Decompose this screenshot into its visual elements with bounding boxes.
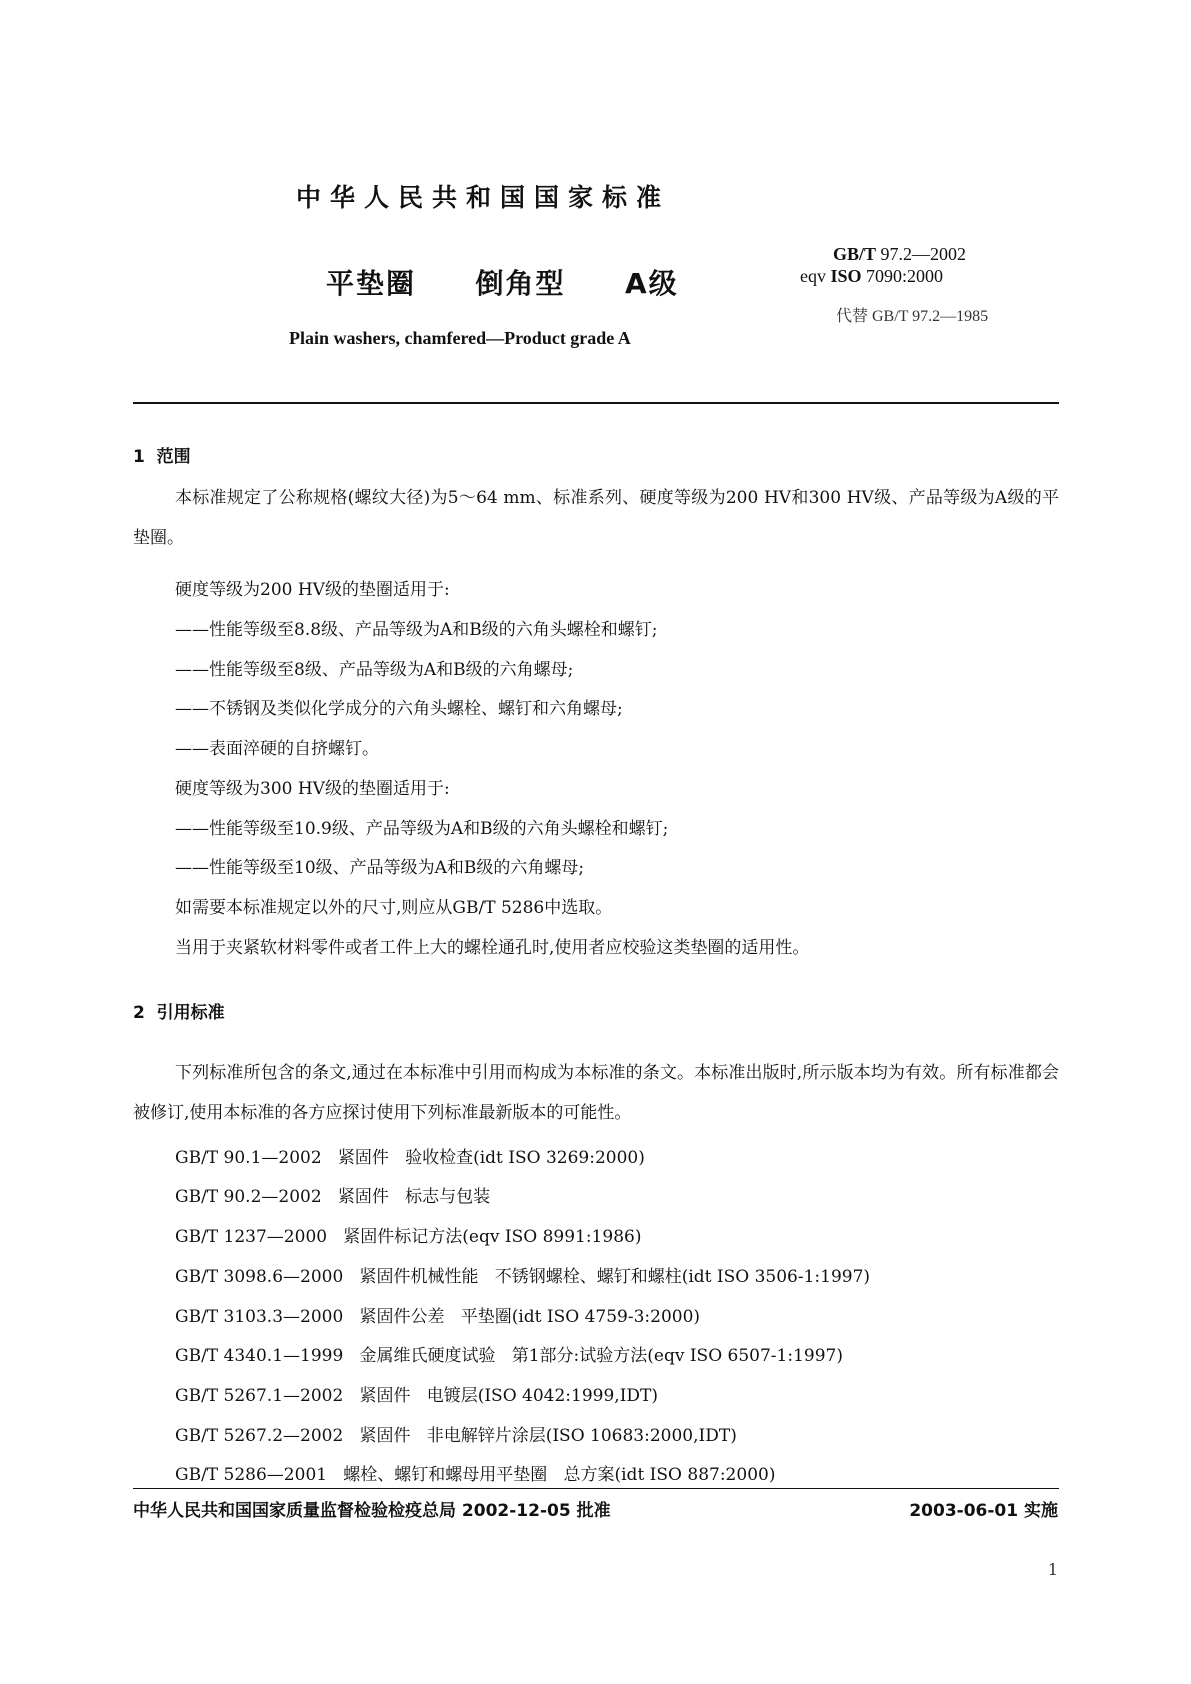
reference-item: GB/T 90.1—2002 紧固件 验收检查(idt ISO 3269:2000) — [175, 1148, 645, 1168]
section-2-heading: 2 引用标准 — [133, 1003, 225, 1023]
reference-item: GB/T 4340.1—1999 金属维氏硬度试验 第1部分:试验方法(eqv ISO 6507-1:1997) — [175, 1346, 843, 1366]
english-title: Plain washers, chamfered—Product grade A — [289, 328, 631, 348]
replaces-code: 代替 GB/T 97.2—1985 — [836, 308, 989, 325]
effective-date: 2003-06-01 实施 — [909, 1501, 1058, 1521]
approval-line: 中华人民共和国国家质量监督检验检疫总局 2002-12-05 批准 — [133, 1501, 611, 1521]
hv300-intro: 硬度等级为300 HV级的垫圈适用于: — [175, 779, 450, 799]
equivalence-code — [800, 266, 943, 287]
list-item: ——表面淬硬的自挤螺钉。 — [175, 739, 379, 759]
section-1-heading: 1 范围 — [133, 447, 191, 467]
eqv-org: ISO — [830, 266, 862, 286]
header-divider — [133, 402, 1059, 404]
list-item: ——性能等级至8级、产品等级为A和B级的六角螺母; — [175, 660, 574, 680]
reference-item: GB/T 5267.2—2002 紧固件 非电解锌片涂层(ISO 10683:2000,IDT) — [175, 1426, 737, 1446]
list-item: ——性能等级至8.8级、产品等级为A和B级的六角头螺栓和螺钉; — [175, 620, 658, 640]
reference-item: GB/T 1237—2000 紧固件标记方法(eqv ISO 8991:1986) — [175, 1227, 642, 1247]
list-item: ——性能等级至10.9级、产品等级为A和B级的六角头螺栓和螺钉; — [175, 819, 669, 839]
document-title: 平垫圈 倒角型 A级 — [326, 267, 679, 300]
footer-divider — [133, 1488, 1059, 1489]
list-item: ——性能等级至10级、产品等级为A和B级的六角螺母; — [175, 858, 585, 878]
org-title: 中华人民共和国国家标准 — [296, 183, 671, 212]
eqv-prefix: eqv — [800, 266, 826, 286]
hv200-intro: 硬度等级为200 HV级的垫圈适用于: — [175, 580, 450, 600]
reference-item: GB/T 3103.3—2000 紧固件公差 平垫圈(idt ISO 4759-3:2000) — [175, 1307, 701, 1327]
reference-item: GB/T 5286—2001 螺栓、螺钉和螺母用平垫圈 总方案(idt ISO 887:2000) — [175, 1465, 776, 1485]
page-number: 1 — [1047, 1560, 1058, 1579]
section-1-paragraph: 本标准规定了公称规格(螺纹大径)为5～64 mm、标准系列、硬度等级为200 HV和300 HV级、产品等级为A级的平垫圈。 — [133, 488, 1059, 548]
reference-item: GB/T 5267.1—2002 紧固件 电镀层(ISO 4042:1999,IDT) — [175, 1386, 659, 1406]
standard-code-prefix: GB/T — [833, 244, 877, 264]
section-2-paragraph: 下列标准所包含的条文,通过在本标准中引用而构成为本标准的条文。本标准出版时,所示版本均为有效。所有标准都会被修订,使用本标准的各方应探讨使用下列标准最新版本的可能性。 — [133, 1063, 1059, 1123]
eqv-number: 7090:2000 — [866, 266, 944, 286]
other-sizes-note: 如需要本标准规定以外的尺寸,则应从GB/T 5286中选取。 — [175, 898, 613, 918]
reference-item: GB/T 90.2—2002 紧固件 标志与包装 — [175, 1187, 491, 1207]
standard-code — [833, 244, 966, 265]
soft-material-note: 当用于夹紧软材料零件或者工件上大的螺栓通孔时,使用者应校验这类垫圈的适用性。 — [175, 938, 810, 958]
list-item: ——不锈钢及类似化学成分的六角头螺栓、螺钉和六角螺母; — [175, 699, 623, 719]
reference-item: GB/T 3098.6—2000 紧固件机械性能 不锈钢螺栓、螺钉和螺柱(idt ISO 3506-1:1997) — [175, 1267, 871, 1287]
standard-code-number: 97.2—2002 — [880, 244, 967, 264]
